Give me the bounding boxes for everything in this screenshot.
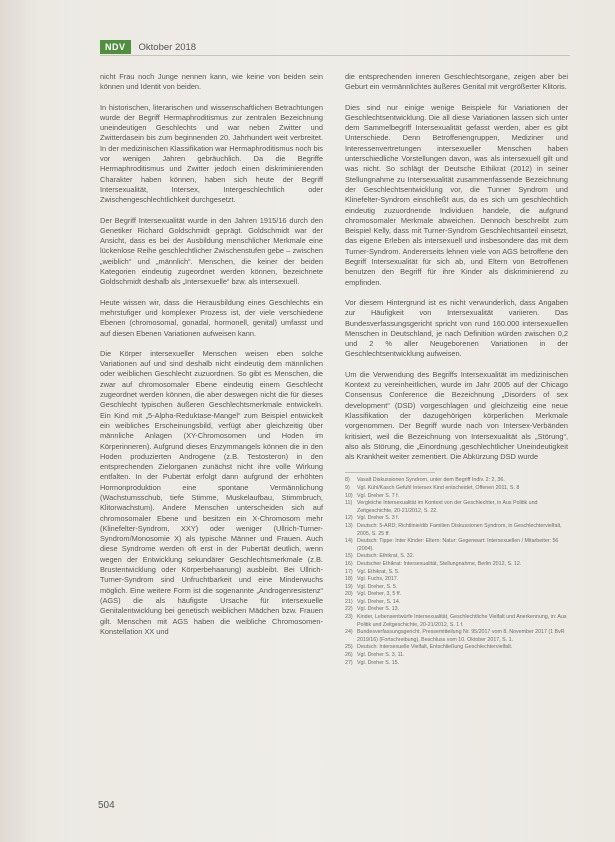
footnote-number: 12) <box>345 515 353 522</box>
footnote-number: 23) <box>345 614 353 621</box>
page-number: 504 <box>98 800 115 811</box>
right-column <box>345 72 568 667</box>
footnote-text: Kinder, Lebensentwürfe Intersexualität, Geschlechtliche Vielfalt und Anerkennung, in: Aus Politik und Zeitgeschichte, 20-21/2012, S. 1 f. <box>357 614 567 628</box>
footnote-text: Vgl. Dreher S. 7 f. <box>357 492 400 499</box>
paragraph: In historischen, literarischen und wissenschaftlichen Betrachtungen wurde der Begriff Hermaphroditismus zur zentralen Bezeichnung uneindeutigen Geschlechts und war neben Zwitter und Zwitterdasein bis zum beginnenden 20. Jahrhundert weit verbreitet. In der medizinischen Klassifikation war Hermaphroditismus noch bis vor wenigen Jahren gebräuchlich. Da die Begriffe Hermaphroditismus und Zwitter jedoch einen diskriminierenden Charakter haben können, haben sich heute der Begriff Intersexualität, Intersex, Intergeschlechtlich oder Zwischengeschlechtlichkeit durchgesetzt. <box>100 102 323 205</box>
header-divider <box>100 55 570 56</box>
footnote-number: 14) <box>345 538 353 545</box>
footnote-text: Deutsch: Intersexuelle Vielfalt, Entschließung Geschlechtervielfalt. <box>357 644 513 651</box>
footnote <box>345 500 568 515</box>
paragraph: Die Körper intersexueller Menschen weisen eben solche Variationen auf und sind deshalb nicht eindeutig dem männlichen oder weiblichen Geschlecht zuzuordnen. So gibt es Menschen, die zwar auf chromosomaler Ebene eindeutig einem Geschlecht zugeordnet werden können, die aber deswegen nicht die für dieses Geschlecht typischen äußeren Geschlechtsmerkmale entwickeln. Ein Kind mit „5-Alpha-Reduktase-Mangel“ zum Beispiel entwickelt ein weibliches Erscheinungsbild, verfügt aber gleichzeitig über männliche Anlagen (XY-Chromosomen und Hoden im Körperinneren). Aufgrund dieses Enzymmangels können die in den Hoden produzierten Androgene (z.B. Testosteron) in den entsprechenden Zielorganen zunächst nicht ihre volle Wirkung entfalten. In der Pubertät erfolgt dann aufgrund der erhöhten Hormonproduktion eine spontane Vermännlichung (Wachstumsschub, tiefe Stimme, Muskelaufbau, Stimmbruch, Klitorwachstum). Andere Menschen unterscheiden sich auf chromosomaler Ebene und besitzen ein X-Chromosom mehr (Klinefelter-Syndrom, XXY) oder weniger (Ullrich-Turner-Syndrom/Monosomie X) als typische Männer und Frauen. Auch diese Syndrome werden oft erst in der Pubertät deutlich, wenn wegen der Entwicklung sekundärer Geschlechtsmerkmale (z.B. Brustentwicklung oder Körperbehaarung) ausbleibt. Bei Ullrich-Turner-Syndrom sind Unfruchtbarkeit und eine Minderwuchs möglich. Eine weitere Form ist die sogenannte „Androgenresistenz“ (AGS) die als häufigste Ursache für intersexuelle Genitalentwicklung bei genetisch weiblichen Mädchen bzw. Frauen gilt. Menschen mit AGS haben die weibliche Chromosomen-Konstellation XX und <box>100 348 323 636</box>
footnote <box>345 538 568 553</box>
footnote-number: 10) <box>345 492 353 499</box>
footnote-number: 22) <box>345 606 353 613</box>
footnote-number: 17) <box>345 568 353 575</box>
footnote <box>345 561 568 569</box>
footnote <box>345 591 568 599</box>
issue-date: Oktober 2018 <box>138 41 197 53</box>
footnote-text: Vgl. Fuchs, 2017. <box>357 576 399 583</box>
paragraph: nicht Frau noch Junge nennen kann, wie keine von beiden sein können und Identit von beiden. <box>100 72 323 92</box>
footnote-text: Vgl. Dreher S. 15. <box>357 659 400 666</box>
footnote-number: 13) <box>345 522 353 529</box>
footnote-text: Vgl. Ethikrat, S. 5. <box>357 568 400 575</box>
paragraph: Vor diesem Hintergrund ist es nicht verwunderlich, dass Angaben zur Häufigkeit von Intersexualität variieren. Das Bundesverfassungsgericht spricht von rund 160.000 intersexuellen Menschen in Deutschland, je nach Definition würden zwischen 0,2 und 2 % aller Neugeborenen Variationen in der Geschlechtsentwicklung aufweisen. <box>345 297 568 359</box>
footnote-number: 11) <box>345 500 353 507</box>
footnote-number: 27) <box>345 659 353 666</box>
footnote-text: Bundesverfassungsgericht, Pressemitteilung Nr. 95/2017 vom 8. November 2017 (1 BvR 2019/16) (Fortschreibung), Beschluss vom 10. Oktober 2017, S. 1. <box>357 629 565 643</box>
footnote <box>345 485 568 493</box>
footnote <box>345 614 568 629</box>
footnote <box>345 576 568 584</box>
footnote <box>345 660 568 668</box>
footnote-text: Vgl. Dreher S. 13. <box>357 606 400 613</box>
footnote <box>345 569 568 577</box>
footnote-number: 20) <box>345 591 353 598</box>
footnote-text: Vgl. Kühl/Kasch Gefuhl Intersex Kind entscheidet, Offenen 2011, S. 8 <box>357 484 520 491</box>
footnote-number: 24) <box>345 629 353 636</box>
footnotes <box>345 477 568 667</box>
footnote-text: Vgl. Dreher, S. 5. <box>357 583 398 590</box>
footnote-text: Deutsch: 5-ARD; Richtlinie/dib Familien Diskussionen Syndrom, in Geschlechtervielfalt, 2005, S. 25 ff. <box>357 522 562 537</box>
footnote-text: Vgl. Dreher, S. 14. <box>357 598 401 605</box>
footnote-number: 25) <box>345 644 353 651</box>
footnote-text: Vasalt Diskussionen Syndrom, unter dem Begriff Indiv. 2: 2, 36. <box>357 477 505 484</box>
footnote <box>345 493 568 501</box>
page-header <box>100 40 196 54</box>
footnote-text: Vergleiche Intersexualität im Kontext von der Geschlechter, in Aus Politik und Zeitgeschichte, 20-21/2012, S. 22. <box>357 500 538 514</box>
footnote-text: Vgl. Dreher S. 3, 11. <box>357 652 405 659</box>
paragraph: die entsprechenden inneren Geschlechtsorgane, zeigen aber bei Geburt ein vermännlichtes äußeres Genital mit vergrößerter Klitoris. <box>345 72 568 92</box>
footnote <box>345 606 568 614</box>
paragraph: Der Begriff Intersexualität wurde in den Jahren 1915/16 durch den Genetiker Richard Goldschmidt geprägt. Goldschmidt war der Ansicht, dass es bei der Ausbildung menschlicher Merkmale eine lückenlose Reihe geschlechtlicher Zwischenstufen gebe – zwischen „weiblich“ und „männlich“. Menschen, die keiner der beiden Kategorien eindeutig zugeordnet werden können, bezeichnete Goldschmidt deshalb als „Intersexuelle“ bzw. als intersexuell. <box>100 215 323 287</box>
footnote-text: Deutsch: Tippe: Inter Kinder: Eltern: Natur: Gegenwart: Intersexuellen / Mitarbeiter: 56 (2004). <box>357 538 559 552</box>
footnote-number: 16) <box>345 560 353 567</box>
footnote-divider <box>345 472 435 473</box>
footnote <box>345 584 568 592</box>
footnote-number: 15) <box>345 553 353 560</box>
footnote-text: Deutsch: Ethikrat, S. 32. <box>357 553 415 560</box>
footnote-number: 18) <box>345 576 353 583</box>
footnote <box>345 644 568 652</box>
footnote-text: Vgl. Dreher, 3, 5 ff. <box>357 591 402 598</box>
footnote-number: 26) <box>345 652 353 659</box>
footnote <box>345 515 568 523</box>
footnote-number: 8) <box>345 477 350 484</box>
footnote <box>345 477 568 485</box>
footnote-text: Deutscher Ethikrat: Intersexualität, Stellungnahme, Berlin 2012, S. 12. <box>357 560 522 567</box>
footnote-text: Vgl. Dreher S. 3 f. <box>357 515 400 522</box>
footnote <box>345 629 568 644</box>
footnote <box>345 523 568 538</box>
footnote <box>345 599 568 607</box>
left-column <box>100 72 323 647</box>
paragraph: Heute wissen wir, dass die Herausbildung eines Geschlechts ein mehrstufiger und komplexer Prozess ist, der viele verschiedene Ebenen (chromosomal, gonadal, hormonell, genital) umfasst und auf diesen Ebenen Variationen aufweisen kann. <box>100 297 323 338</box>
footnote-number: 9) <box>345 484 350 491</box>
journal-badge: NDV <box>100 40 131 54</box>
footnote-number: 19) <box>345 583 353 590</box>
paragraph: Um die Verwendung des Begriffs Intersexualität im medizinischen Kontext zu vereinheitlichen, wurde im Jahr 2005 auf der Chicago Consensus Conference die Bezeichnung „Disorders of sex development“ (DSD) vorgeschlagen und gleichzeitig eine neue Klassifikation der dazugehörigen körperlichen Merkmale vorgenommen. Der Begriff wurde nach von Intersex-Verbänden kritisiert, weil die Bezeichnung von Intersexualität als „Störung“, also als Störung, die „Einordnung ‚geschlechtlicher Uneindeutigkeit als Krankheit weiter zementiert. Die Abkürzung DSD wurde <box>345 369 568 462</box>
footnote-number: 21) <box>345 598 353 605</box>
paragraph: Dies sind nur einige wenige Beispiele für Variationen der Geschlechtsentwicklung. Die all diese Variationen lassen sich unter dem Sammelbegriff Intersexualität gefasst werden, aber es gibt Unterschiede. Denn Betroffenengruppen, Mediziner und Interessenvertretungen intersexueller Menschen haben unterschiedliche Vorstellungen davon, was als intersexuell gilt und was nicht. So schlägt der Deutsche Ethikrat (2012) in seiner Stellungnahme zu Intersexualität zusammenfassende Bezeichnung der Geschlechtsentwicklung vor, die Tunner Syndrom und Klinefelter-Syndrom einschließt aus, da es sich um geschlechtlich eindeutig zuzuordnende Individuen handele, die aufgrund chromosomaler Merkmale abweichen. Dennoch beschreibt zum Beispiel Kelly, dass mit Turner-Syndrom Geschlechtsanteil einsetzt, das eigene Erleben als intersexuell und insbesondere das mit dem Turner-Syndrom. Andererseits lehnen viele von AGS betroffene den Begriff Intersexualität für sich ab, und Eltern von Betroffenen benutzen den Begriff für ihre Kinder als diskriminierend zu empfinden. <box>345 102 568 287</box>
footnote <box>345 652 568 660</box>
footnote <box>345 553 568 561</box>
